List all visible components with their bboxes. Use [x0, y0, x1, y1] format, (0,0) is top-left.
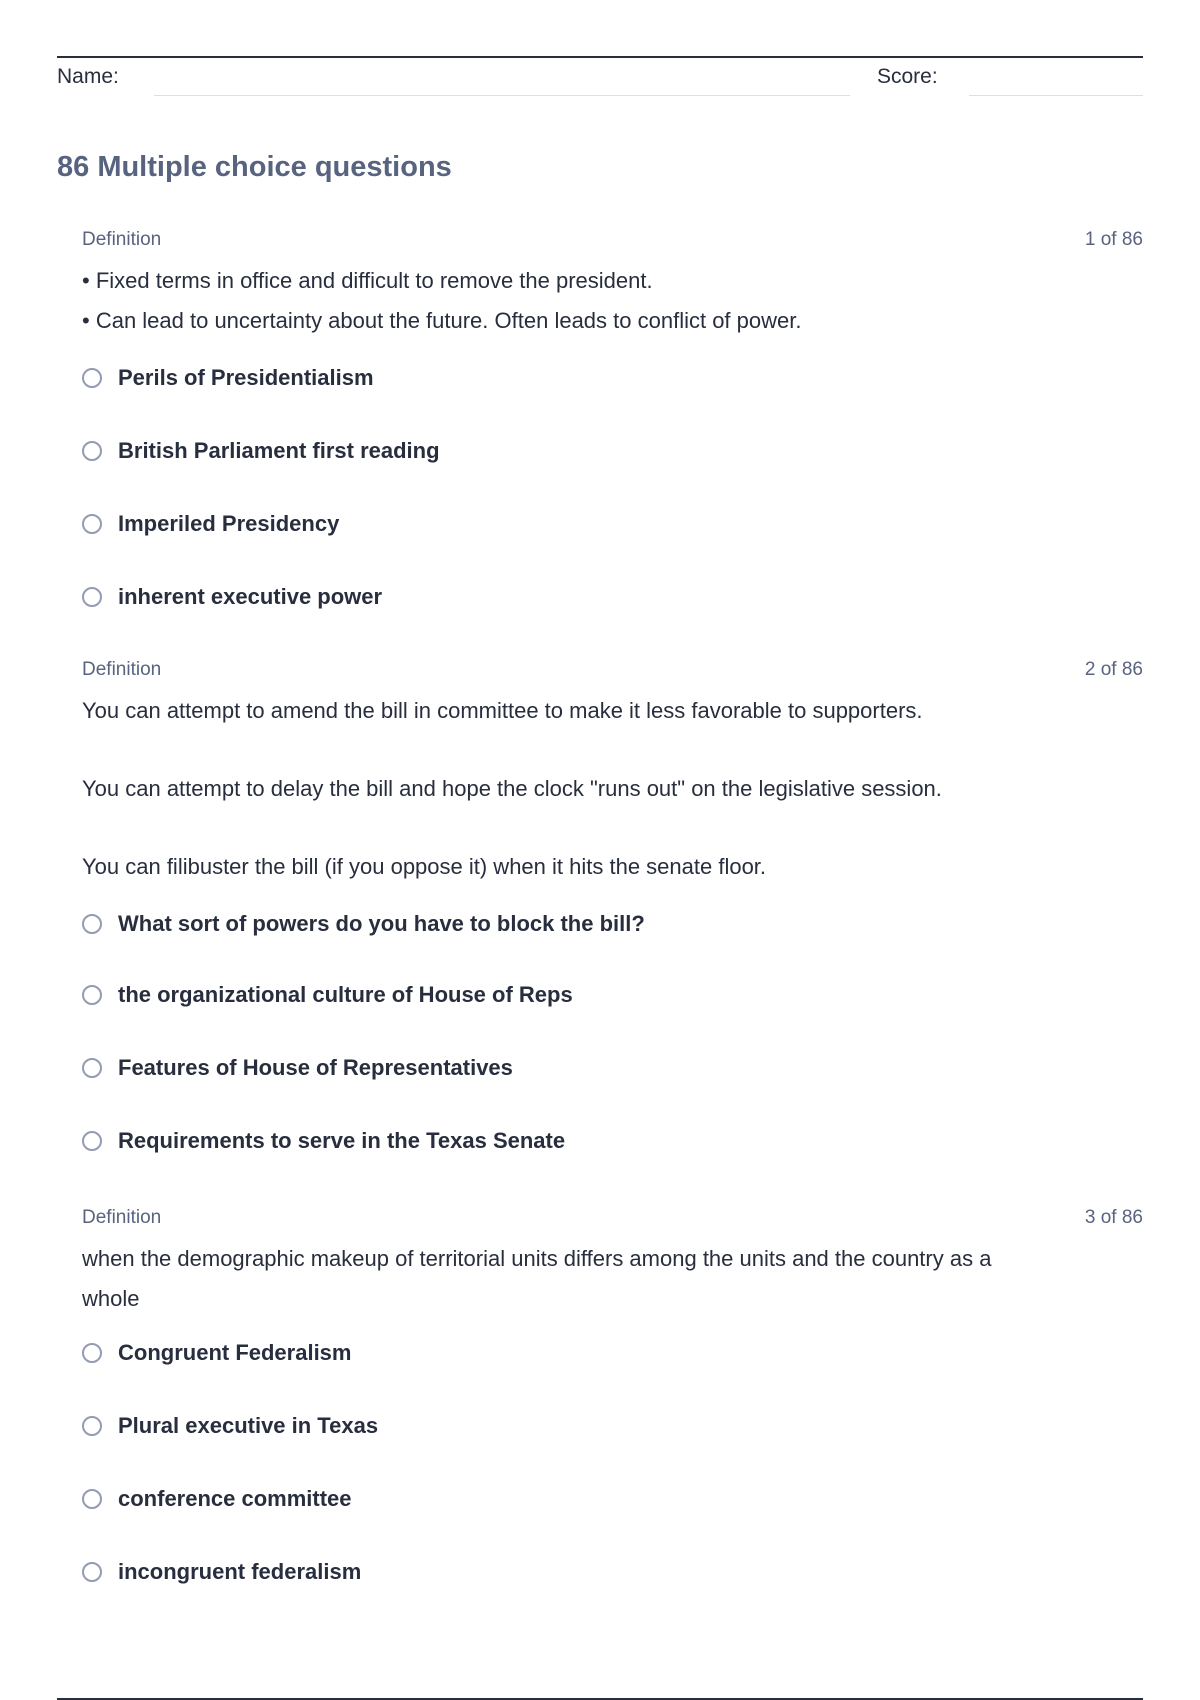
- answer-option[interactable]: [82, 1339, 1143, 1412]
- answer-option-label: incongruent federalism: [118, 1559, 362, 1584]
- definition-line: • Fixed terms in office and difficult to remove the president.: [82, 268, 653, 293]
- answer-option[interactable]: [82, 910, 1143, 981]
- question-3: [82, 1207, 1143, 1631]
- answer-options: [82, 364, 1143, 656]
- answer-option[interactable]: [82, 510, 1143, 583]
- answer-option-label: Plural executive in Texas: [118, 1413, 379, 1438]
- score-label: Score:: [877, 65, 938, 88]
- radio-button[interactable]: [82, 514, 102, 534]
- definition-line: You can attempt to delay the bill and hope the clock "runs out" on the legislative session.: [82, 776, 942, 801]
- answer-option[interactable]: [82, 1412, 1143, 1485]
- answer-option-label: British Parliament first reading: [118, 438, 440, 463]
- radio-button[interactable]: [82, 587, 102, 607]
- question-type-label: Definition: [82, 659, 162, 680]
- radio-button[interactable]: [82, 368, 102, 388]
- radio-button[interactable]: [82, 441, 102, 461]
- radio-button[interactable]: [82, 914, 102, 934]
- radio-button[interactable]: [82, 1416, 102, 1436]
- question-definition: [82, 261, 1143, 341]
- answer-option[interactable]: [82, 1558, 1143, 1631]
- definition-line: You can filibuster the bill (if you oppose it) when it hits the senate floor.: [82, 854, 767, 879]
- definition-line: • Can lead to uncertainty about the future. Often leads to conflict of power.: [82, 308, 802, 333]
- question-definition: [82, 691, 1143, 887]
- question-type-label: Definition: [82, 229, 162, 250]
- header-row: [57, 64, 1143, 98]
- question-1: [82, 229, 1143, 656]
- definition-line: when the demographic makeup of territorial units differs among the units and the country as a: [82, 1246, 992, 1271]
- answer-option[interactable]: [82, 437, 1143, 510]
- top-rule: [57, 56, 1143, 58]
- answer-option-label: Imperiled Presidency: [118, 511, 340, 536]
- answer-option-label: the organizational culture of House of Reps: [118, 982, 573, 1007]
- answer-option-label: Perils of Presidentialism: [118, 365, 374, 390]
- answer-option-label: conference committee: [118, 1486, 352, 1511]
- radio-button[interactable]: [82, 1058, 102, 1078]
- score-field-line: [969, 95, 1143, 96]
- question-counter: 3 of 86: [1084, 1207, 1143, 1228]
- answer-option-label: What sort of powers do you have to block the bill?: [118, 911, 645, 936]
- definition-line: whole: [82, 1286, 140, 1311]
- question-header: [82, 659, 1143, 685]
- question-type-label: Definition: [82, 1207, 162, 1228]
- question-header: [82, 229, 1143, 255]
- answer-option[interactable]: [82, 364, 1143, 437]
- question-header: [82, 1207, 1143, 1233]
- answer-option-label: Congruent Federalism: [118, 1340, 352, 1365]
- radio-button[interactable]: [82, 1343, 102, 1363]
- answer-option[interactable]: [82, 1054, 1143, 1127]
- answer-option[interactable]: [82, 583, 1143, 656]
- question-definition: [82, 1239, 1143, 1319]
- question-2: [82, 659, 1143, 1200]
- answer-option-label: Features of House of Representatives: [118, 1055, 513, 1080]
- answer-option-label: inherent executive power: [118, 584, 383, 609]
- name-field-line: [154, 95, 850, 96]
- radio-button[interactable]: [82, 1562, 102, 1582]
- question-counter: 1 of 86: [1084, 229, 1143, 250]
- definition-line: You can attempt to amend the bill in committee to make it less favorable to supporters.: [82, 698, 923, 723]
- answer-option[interactable]: [82, 1127, 1143, 1200]
- name-label: Name:: [57, 65, 119, 88]
- section-title: 86 Multiple choice questions: [57, 151, 452, 183]
- answer-option[interactable]: [82, 1485, 1143, 1558]
- answer-options: [82, 1339, 1143, 1631]
- radio-button[interactable]: [82, 985, 102, 1005]
- question-counter: 2 of 86: [1084, 659, 1143, 680]
- answer-option-label: Requirements to serve in the Texas Senate: [118, 1128, 566, 1153]
- answer-options: [82, 910, 1143, 1200]
- answer-option[interactable]: [82, 981, 1143, 1054]
- radio-button[interactable]: [82, 1489, 102, 1509]
- radio-button[interactable]: [82, 1131, 102, 1151]
